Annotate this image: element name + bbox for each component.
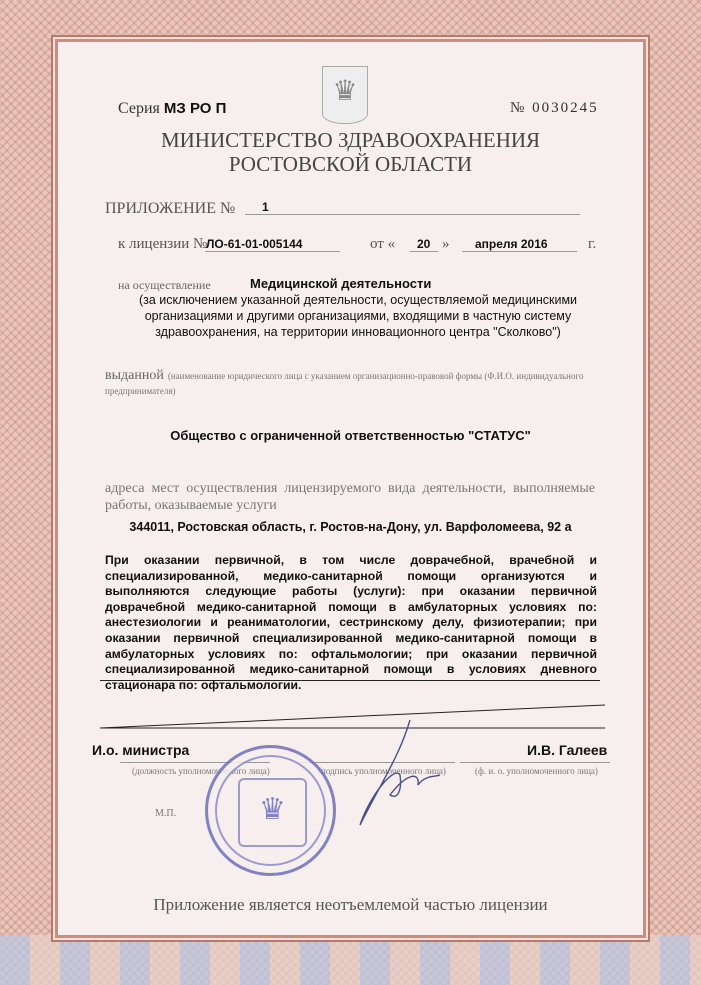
official-seal: ♛ bbox=[205, 745, 336, 876]
year-suffix: г. bbox=[588, 236, 597, 252]
signature-caption: (подпись уполномоченного лица) bbox=[318, 766, 446, 776]
number-label: № bbox=[510, 100, 527, 116]
issued-label: выданной bbox=[105, 368, 164, 383]
signer-position: И.о. министра bbox=[92, 742, 190, 758]
ministry-title bbox=[60, 128, 641, 176]
license-month-year: апреля 2016 bbox=[475, 237, 548, 251]
signer-name: И.В. Галеев bbox=[527, 742, 608, 758]
coat-of-arms-icon: ♛ bbox=[322, 66, 368, 124]
appendix-label: ПРИЛОЖЕНИЕ № bbox=[105, 200, 236, 217]
license-day: 20 bbox=[417, 237, 431, 251]
bottom-border-band bbox=[0, 935, 701, 985]
date-from-label: от « bbox=[370, 236, 396, 252]
footer-note: Приложение является неотъемлемой частью лицензии bbox=[153, 895, 548, 914]
series-label: Серия bbox=[118, 100, 160, 117]
address-value: 344011, Ростовская область, г. Ростов-на-Дону, ул. Варфоломеева, 92 а bbox=[129, 520, 572, 534]
seal-label: М.П. bbox=[155, 808, 177, 819]
series-value: МЗ РО П bbox=[163, 100, 227, 117]
series bbox=[118, 100, 226, 118]
activity-value: Медицинской деятельности bbox=[250, 276, 432, 291]
position-caption: (должность уполномоченного лица) bbox=[132, 766, 270, 776]
form-number bbox=[510, 100, 599, 117]
issued-block bbox=[105, 368, 595, 398]
number-value: 0030245 bbox=[532, 100, 599, 116]
license-label: к лицензии № bbox=[118, 236, 208, 252]
organization-name: Общество с ограниченной ответственностью "СТАТУС" bbox=[170, 428, 531, 443]
issued-hint: (наименование юридического лица с указанием организационно-правовой формы (Ф.И.О. индивидуального предпринимателя) bbox=[105, 371, 584, 396]
services-text: При оказании первичной, в том числе доврачебной, врачебной и специализированной, медико-санитарной помощи организуются и выполняются следующие работы (услуги): при оказании первичной доврачебной медико-санитарной помощи в амбулаторных условиях по: анестезиологии и реаниматологии, сестринскому делу, физиотерапии; при оказании первичной специализированной медико-санитарной помощи в амбулаторных условиях по: офтальмологии; при оказании первичной специализированной медико-санитарной помощи в условиях дневного стационара по: офтальмологии. bbox=[105, 553, 597, 692]
handwritten-signature bbox=[340, 715, 450, 835]
title-line-1: МИНИСТЕРСТВО ЗДРАВООХРАНЕНИЯ bbox=[160, 128, 541, 152]
close-quote: » bbox=[442, 236, 450, 252]
activity-label: на осуществление bbox=[118, 278, 211, 292]
title-line-2: РОСТОВСКОЙ ОБЛАСТИ bbox=[228, 152, 473, 176]
license-number: ЛО-61-01-005144 bbox=[206, 237, 303, 251]
name-caption: (ф. и. о. уполномоченного лица) bbox=[475, 766, 598, 776]
addresses-label: адреса мест осуществления лицензируемого вида деятельности, выполняемые работы, оказываемые услуги bbox=[105, 481, 595, 513]
activity-note: (за исключением указанной деятельности, осуществляемой медицинскими организациями и другими организациями, входящими в частную систему здравоохранения, на территории инновационного центра "Сколково") bbox=[138, 293, 578, 339]
appendix-number: 1 bbox=[262, 200, 269, 214]
